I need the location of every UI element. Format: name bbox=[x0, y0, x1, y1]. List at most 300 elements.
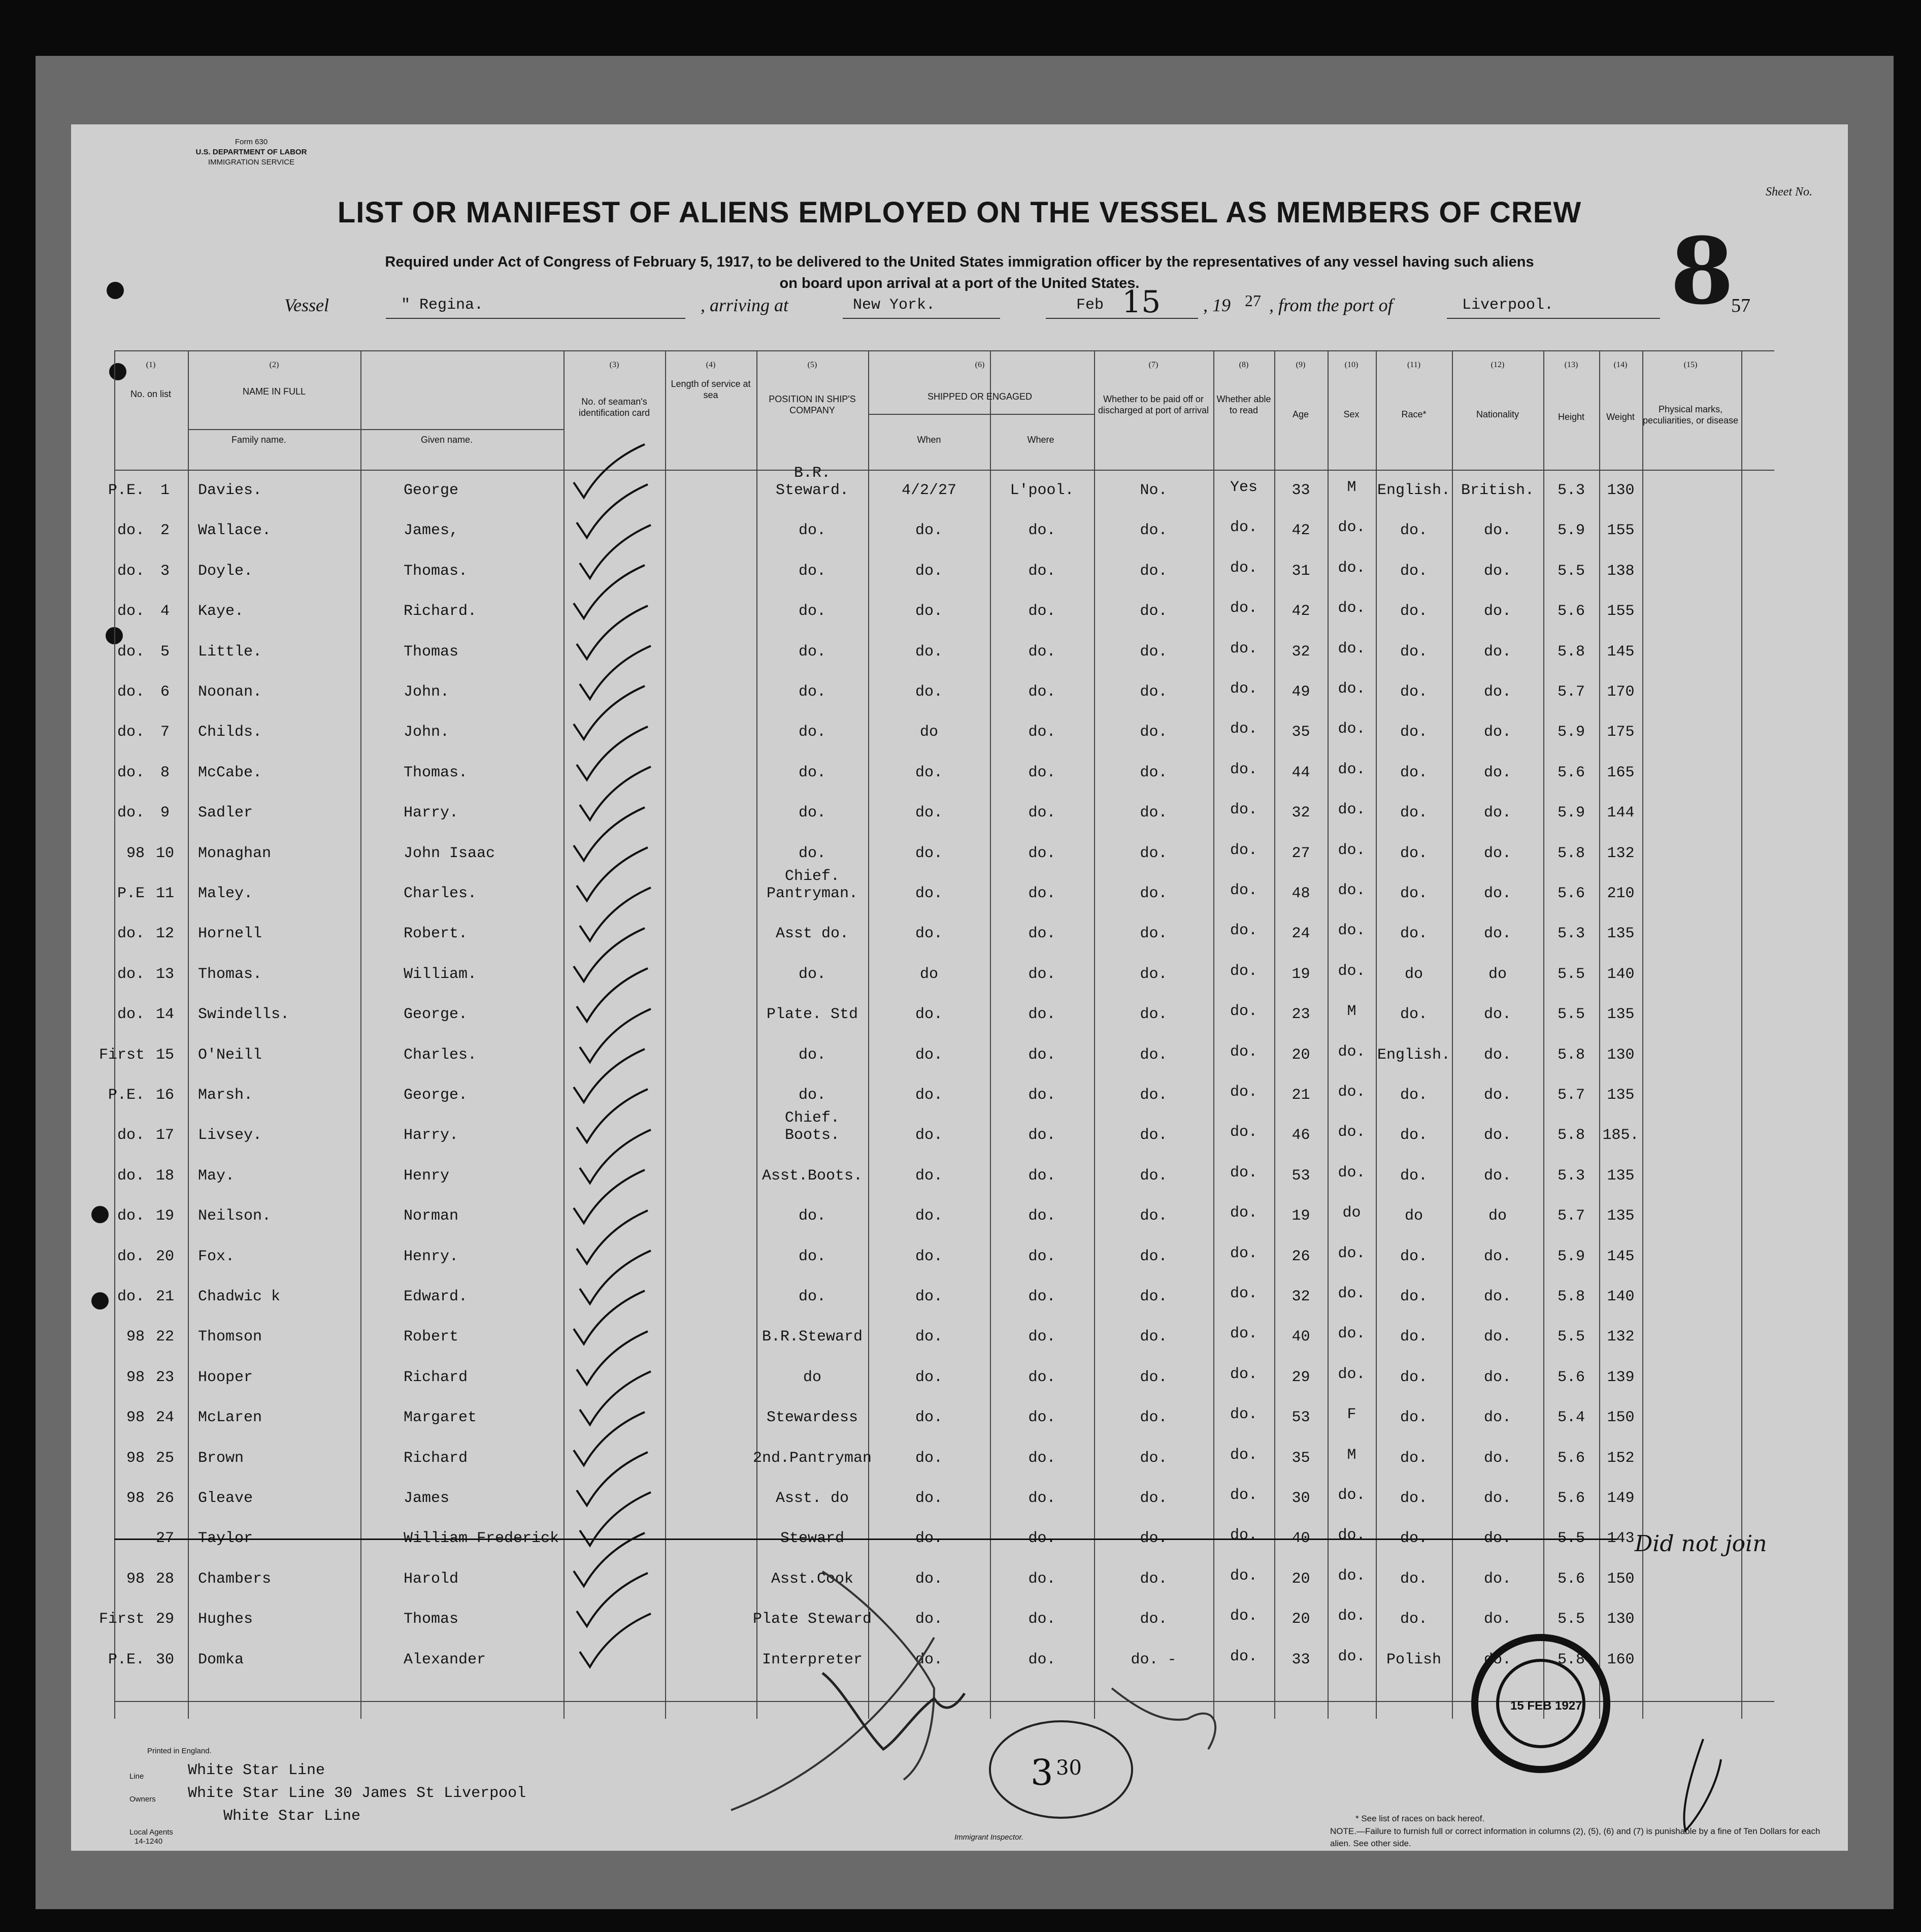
shipped-when: do. bbox=[915, 562, 943, 580]
sex: do bbox=[1342, 1204, 1361, 1222]
position: do. bbox=[798, 562, 826, 580]
paid-off: do. bbox=[1140, 1368, 1168, 1386]
row-class: do. bbox=[117, 965, 145, 983]
race: English. bbox=[1377, 482, 1451, 499]
position: Asst.Cook bbox=[771, 1570, 854, 1588]
weight: 143 bbox=[1607, 1530, 1635, 1548]
column-number: (11) bbox=[1407, 361, 1421, 369]
nationality: do. bbox=[1483, 643, 1511, 661]
position: Plate Steward bbox=[752, 1611, 872, 1628]
row-number: 29 bbox=[155, 1611, 174, 1628]
family-name: Gleave bbox=[198, 1490, 253, 1507]
form-code: 14-1240 bbox=[135, 1837, 163, 1846]
row-number: 18 bbox=[155, 1167, 174, 1185]
weight: 150 bbox=[1607, 1409, 1635, 1427]
position: do. bbox=[798, 643, 826, 661]
position: do. bbox=[798, 1248, 826, 1265]
able-to-read: do. bbox=[1230, 1245, 1257, 1262]
family-name: Domka bbox=[198, 1651, 244, 1668]
shipped-where: do. bbox=[1028, 1368, 1056, 1386]
family-name: O'Neill bbox=[198, 1046, 262, 1064]
sex: do. bbox=[1338, 1365, 1366, 1383]
family-name: Taylor bbox=[198, 1530, 253, 1548]
paid-off: do. bbox=[1140, 1570, 1168, 1588]
height: 5.5 bbox=[1557, 1328, 1585, 1346]
height: 5.7 bbox=[1557, 1207, 1585, 1225]
column-number: (10) bbox=[1344, 361, 1359, 369]
signature-marks bbox=[71, 124, 1848, 1851]
height: 5.5 bbox=[1557, 1006, 1585, 1024]
row-class: do. bbox=[117, 925, 145, 943]
given-name: George. bbox=[404, 1006, 468, 1024]
nationality: do. bbox=[1483, 1530, 1511, 1548]
family-name: Monaghan bbox=[198, 844, 272, 862]
shipped-where: do. bbox=[1028, 1006, 1056, 1024]
family-name: Hooper bbox=[198, 1368, 253, 1386]
row-number: 6 bbox=[160, 683, 170, 701]
row-number: 8 bbox=[160, 764, 170, 781]
row-number: 23 bbox=[155, 1368, 174, 1386]
weight: 130 bbox=[1607, 1611, 1635, 1628]
height: 5.6 bbox=[1557, 764, 1585, 781]
able-to-read: do. bbox=[1230, 640, 1257, 658]
shipped-where: do. bbox=[1028, 764, 1056, 781]
arrival-month: Feb bbox=[1076, 297, 1104, 314]
weight: 160 bbox=[1607, 1651, 1635, 1668]
given-name: Harry. bbox=[404, 1127, 459, 1144]
given-name: Edward. bbox=[404, 1288, 468, 1305]
family-name: Childs. bbox=[198, 724, 262, 741]
age: 33 bbox=[1291, 1651, 1310, 1668]
shipped-when: do bbox=[919, 724, 938, 741]
column-number: (7) bbox=[1148, 361, 1158, 369]
sex: do. bbox=[1338, 1648, 1366, 1665]
able-to-read: do. bbox=[1230, 1043, 1257, 1061]
column-number: (14) bbox=[1613, 361, 1628, 369]
handwritten-8 bbox=[1684, 1739, 1721, 1830]
column-number: (12) bbox=[1491, 361, 1505, 369]
shipped-where: do. bbox=[1028, 683, 1056, 701]
paid-off: do. bbox=[1140, 1207, 1168, 1225]
race: Polish bbox=[1386, 1651, 1442, 1668]
race: do. bbox=[1400, 1288, 1428, 1305]
row-class: do. bbox=[117, 1288, 145, 1305]
column-header: Whether to be paid off or discharged at port of arrival bbox=[1098, 394, 1209, 415]
age: 32 bbox=[1291, 643, 1310, 661]
given-name: John. bbox=[404, 683, 450, 701]
family-name: Hughes bbox=[198, 1611, 253, 1628]
sex: do. bbox=[1338, 801, 1366, 819]
able-to-read: do. bbox=[1230, 962, 1257, 980]
height: 5.5 bbox=[1557, 1530, 1585, 1548]
family-name: Marsh. bbox=[198, 1087, 253, 1104]
family-name: Doyle. bbox=[198, 562, 253, 580]
owners-label: Owners bbox=[129, 1795, 156, 1804]
paid-off: do. bbox=[1140, 1409, 1168, 1427]
family-name: McLaren bbox=[198, 1409, 262, 1427]
nationality: do. bbox=[1483, 1006, 1511, 1024]
position: do. bbox=[798, 522, 826, 540]
shipped-where: do. bbox=[1028, 1087, 1056, 1104]
nationality: do. bbox=[1483, 1328, 1511, 1346]
height: 5.8 bbox=[1557, 1288, 1585, 1305]
shipped-where: do. bbox=[1028, 1248, 1056, 1265]
shipped-where: do. bbox=[1028, 724, 1056, 741]
age: 32 bbox=[1291, 804, 1310, 822]
position: do. bbox=[798, 1288, 826, 1305]
row-class: do. bbox=[117, 1127, 145, 1144]
position: do. bbox=[798, 1087, 826, 1104]
given-name: Norman bbox=[404, 1207, 459, 1225]
given-name: Alexander bbox=[404, 1651, 486, 1668]
height: 5.8 bbox=[1557, 1046, 1585, 1064]
nationality: do. bbox=[1483, 844, 1511, 862]
given-name: Richard. bbox=[404, 603, 477, 620]
column-number: (9) bbox=[1296, 361, 1306, 369]
line-value: White Star Line bbox=[188, 1762, 325, 1779]
row-number: 26 bbox=[155, 1490, 174, 1507]
position: do. bbox=[798, 683, 826, 701]
race: do. bbox=[1400, 683, 1428, 701]
race: do. bbox=[1400, 1167, 1428, 1185]
able-to-read: do. bbox=[1230, 1204, 1257, 1222]
family-name: Kaye. bbox=[198, 603, 244, 620]
nationality: do. bbox=[1483, 1127, 1511, 1144]
row-class: P.E. bbox=[108, 482, 145, 499]
sex: F bbox=[1347, 1406, 1356, 1424]
nationality: do. bbox=[1483, 1570, 1511, 1588]
row-class: 98 bbox=[126, 1490, 145, 1507]
family-name: McCabe. bbox=[198, 764, 262, 781]
able-to-read: do. bbox=[1230, 922, 1257, 940]
family-name: Swindells. bbox=[198, 1006, 290, 1024]
able-to-read: Yes bbox=[1230, 479, 1257, 496]
age: 30 bbox=[1291, 1490, 1310, 1507]
column-number: (3) bbox=[609, 361, 619, 369]
given-name: William Frederick bbox=[404, 1530, 559, 1548]
height: 5.9 bbox=[1557, 1248, 1585, 1265]
paid-off: do. bbox=[1140, 1449, 1168, 1467]
column-number: (2) bbox=[269, 361, 279, 369]
vessel-label: Vessel bbox=[284, 295, 329, 315]
paid-off: do. bbox=[1140, 1046, 1168, 1064]
shipped-when: do. bbox=[915, 603, 943, 620]
race: do. bbox=[1400, 1328, 1428, 1346]
paid-off: do. bbox=[1140, 844, 1168, 862]
position: do. bbox=[798, 764, 826, 781]
sex: do. bbox=[1338, 1245, 1366, 1262]
position: Chief. bbox=[784, 868, 840, 885]
position: Interpreter bbox=[761, 1651, 863, 1668]
weight: 145 bbox=[1607, 643, 1635, 661]
shipped-when: do. bbox=[915, 683, 943, 701]
nationality: do. bbox=[1483, 885, 1511, 902]
able-to-read: do. bbox=[1230, 882, 1257, 899]
weight: 140 bbox=[1607, 965, 1635, 983]
row-number: 22 bbox=[155, 1328, 174, 1346]
column-number: (1) bbox=[146, 361, 156, 369]
race: do. bbox=[1400, 764, 1428, 781]
shipped-where: do. bbox=[1028, 562, 1056, 580]
shipped-when: do bbox=[919, 965, 938, 983]
age: 20 bbox=[1291, 1570, 1310, 1588]
manifest-page bbox=[71, 124, 1848, 1851]
weight: 130 bbox=[1607, 1046, 1635, 1064]
paid-off: do. bbox=[1140, 1490, 1168, 1507]
row-number: 11 bbox=[155, 885, 174, 902]
able-to-read: do. bbox=[1230, 600, 1257, 617]
weight: 145 bbox=[1607, 1248, 1635, 1265]
paid-off: do. bbox=[1140, 1288, 1168, 1305]
able-to-read: do. bbox=[1230, 721, 1257, 738]
given-name: John Isaac bbox=[404, 844, 495, 862]
nationality: British. bbox=[1461, 482, 1535, 499]
position: do. bbox=[798, 1046, 826, 1064]
column-header: Height bbox=[1558, 412, 1585, 422]
age: 24 bbox=[1291, 925, 1310, 943]
age: 44 bbox=[1291, 764, 1310, 781]
nationality: do bbox=[1488, 1207, 1507, 1225]
family-name: Livsey. bbox=[198, 1127, 262, 1144]
given-name: Thomas bbox=[404, 1611, 459, 1628]
row-number: 21 bbox=[155, 1288, 174, 1305]
position: Pantryman. bbox=[766, 885, 858, 902]
weight: 132 bbox=[1607, 1328, 1635, 1346]
height: 5.5 bbox=[1557, 1611, 1585, 1628]
position: Chief. bbox=[784, 1109, 840, 1127]
race: do. bbox=[1400, 1087, 1428, 1104]
fine-note: NOTE.—Failure to furnish full or correct information in columns (2), (5), (6) and (7) is punishable by a fine of Ten Dollars for each alien. See other side. bbox=[1330, 1826, 1820, 1848]
row-number: 9 bbox=[160, 804, 170, 822]
shipped-where: do. bbox=[1028, 1167, 1056, 1185]
able-to-read: do. bbox=[1230, 1365, 1257, 1383]
page-title: LIST OR MANIFEST OF ALIENS EMPLOYED ON THE VESSEL AS MEMBERS OF CREW bbox=[337, 196, 1582, 229]
given-name: Robert bbox=[404, 1328, 459, 1346]
height: 5.5 bbox=[1557, 562, 1585, 580]
family-name: Chadwic k bbox=[198, 1288, 281, 1305]
remark-did-not-join: Did not join bbox=[1635, 1531, 1767, 1557]
race: English. bbox=[1377, 1046, 1451, 1064]
race: do. bbox=[1400, 724, 1428, 741]
row-number: 1 bbox=[160, 482, 170, 499]
able-to-read: do. bbox=[1230, 1406, 1257, 1424]
column-header: Age bbox=[1292, 409, 1309, 419]
nationality: do. bbox=[1483, 1368, 1511, 1386]
paid-off: do. - bbox=[1131, 1651, 1177, 1668]
age: 26 bbox=[1291, 1248, 1310, 1265]
weight: 135 bbox=[1607, 1087, 1635, 1104]
given-name: Margaret bbox=[404, 1409, 477, 1427]
shipped-where: do. bbox=[1028, 603, 1056, 620]
paid-off: do. bbox=[1140, 603, 1168, 620]
subtitle-line-2: on board upon arrival at a port of the United States. bbox=[779, 275, 1140, 291]
column-number: (8) bbox=[1239, 361, 1249, 369]
shipped-when: do. bbox=[915, 1449, 943, 1467]
row-class: do. bbox=[117, 643, 145, 661]
race: do. bbox=[1400, 1611, 1428, 1628]
shipped-when: do. bbox=[915, 1570, 943, 1588]
shipped-when: do. bbox=[915, 804, 943, 822]
able-to-read: do. bbox=[1230, 1285, 1257, 1302]
sex: do. bbox=[1338, 519, 1366, 537]
column-header: Weight bbox=[1606, 412, 1635, 422]
family-name: May. bbox=[198, 1167, 235, 1185]
form-label: Form 630 bbox=[235, 138, 268, 146]
family-name: Noonan. bbox=[198, 683, 262, 701]
given-name: James, bbox=[404, 522, 459, 540]
nationality: do bbox=[1488, 965, 1507, 983]
row-class: do. bbox=[117, 603, 145, 620]
paid-off: do. bbox=[1140, 522, 1168, 540]
race: do bbox=[1404, 965, 1423, 983]
row-number: 3 bbox=[160, 562, 170, 580]
shipped-where: do. bbox=[1028, 1328, 1056, 1346]
column-header: NAME IN FULL bbox=[242, 386, 306, 397]
shipped-when: do. bbox=[915, 1328, 943, 1346]
shipped-when: do. bbox=[915, 1368, 943, 1386]
family-name: Thomas. bbox=[198, 965, 262, 983]
shipped-where: L'pool. bbox=[1010, 482, 1074, 499]
paid-off: do. bbox=[1140, 1611, 1168, 1628]
paid-off: do. bbox=[1140, 764, 1168, 781]
owners-value: White Star Line 30 James St Liverpool bbox=[188, 1785, 526, 1802]
arriving-label: , arriving at bbox=[701, 295, 789, 315]
height: 5.6 bbox=[1557, 1449, 1585, 1467]
arrival-year: 27 bbox=[1245, 291, 1261, 310]
sex: do. bbox=[1338, 922, 1366, 940]
age: 40 bbox=[1291, 1328, 1310, 1346]
family-name: Davies. bbox=[198, 482, 262, 499]
sex: do. bbox=[1338, 1608, 1366, 1625]
age: 31 bbox=[1291, 562, 1310, 580]
column-number: (4) bbox=[706, 361, 716, 369]
sex: M bbox=[1347, 1003, 1356, 1021]
shipped-where: do. bbox=[1028, 1288, 1056, 1305]
position: Asst do. bbox=[775, 925, 849, 943]
age: 21 bbox=[1291, 1087, 1310, 1104]
row-number: 25 bbox=[155, 1449, 174, 1467]
paid-off: do. bbox=[1140, 965, 1168, 983]
page-number: 57 bbox=[1731, 295, 1750, 316]
height: 5.9 bbox=[1557, 804, 1585, 822]
shipped-when: do. bbox=[915, 1490, 943, 1507]
age: 46 bbox=[1291, 1127, 1310, 1144]
age: 20 bbox=[1291, 1611, 1310, 1628]
given-name: Richard bbox=[404, 1368, 468, 1386]
sex: do. bbox=[1338, 559, 1366, 577]
sex: do. bbox=[1338, 1124, 1366, 1141]
column-header: SHIPPED OR ENGAGED bbox=[927, 391, 1033, 402]
family-name: Fox. bbox=[198, 1248, 235, 1265]
row-number: 7 bbox=[160, 724, 170, 741]
able-to-read: do. bbox=[1230, 1003, 1257, 1021]
height: 5.9 bbox=[1557, 724, 1585, 741]
able-to-read: do. bbox=[1230, 519, 1257, 537]
shipped-when: do. bbox=[915, 1167, 943, 1185]
service: IMMIGRATION SERVICE bbox=[208, 158, 295, 167]
family-name: Wallace. bbox=[198, 522, 272, 540]
weight: 139 bbox=[1607, 1368, 1635, 1386]
column-header: Given name. bbox=[420, 435, 473, 445]
nationality: do. bbox=[1483, 603, 1511, 620]
shipped-where: do. bbox=[1028, 522, 1056, 540]
height: 5.8 bbox=[1557, 844, 1585, 862]
weight: 170 bbox=[1607, 683, 1635, 701]
paid-off: do. bbox=[1140, 1167, 1168, 1185]
row-class: do. bbox=[117, 764, 145, 781]
position: do. bbox=[798, 804, 826, 822]
paid-off: do. bbox=[1140, 643, 1168, 661]
sex: do. bbox=[1338, 1527, 1366, 1545]
row-class: 98 bbox=[126, 1409, 145, 1427]
age: 33 bbox=[1291, 482, 1310, 499]
shipped-when: 4/2/27 bbox=[901, 482, 957, 499]
age: 53 bbox=[1291, 1409, 1310, 1427]
age: 42 bbox=[1291, 603, 1310, 620]
weight: 144 bbox=[1607, 804, 1635, 822]
family-name: Thomson bbox=[198, 1328, 262, 1346]
able-to-read: do. bbox=[1230, 1124, 1257, 1141]
shipped-when: do. bbox=[915, 1087, 943, 1104]
position: do bbox=[803, 1368, 821, 1386]
vessel-name: " Regina. bbox=[401, 297, 484, 314]
position: do. bbox=[798, 724, 826, 741]
column-header: Whether able to read bbox=[1216, 394, 1271, 415]
row-class: do. bbox=[117, 724, 145, 741]
row-class: First bbox=[98, 1611, 145, 1628]
shipped-when: do. bbox=[915, 1127, 943, 1144]
shipped-where: do. bbox=[1028, 965, 1056, 983]
position: Steward bbox=[780, 1530, 845, 1548]
height: 5.6 bbox=[1557, 1368, 1585, 1386]
nationality: do. bbox=[1483, 724, 1511, 741]
row-number: 17 bbox=[155, 1127, 174, 1144]
shipped-where: do. bbox=[1028, 844, 1056, 862]
arrival-port: New York. bbox=[853, 297, 936, 314]
row-class: do. bbox=[117, 804, 145, 822]
column-header: Family name. bbox=[231, 435, 287, 445]
sex: do. bbox=[1338, 1084, 1366, 1101]
departure-port: Liverpool. bbox=[1462, 297, 1554, 314]
row-class: P.E. bbox=[108, 1651, 145, 1668]
able-to-read: do. bbox=[1230, 1084, 1257, 1101]
inspector-label: Immigrant Inspector. bbox=[954, 1833, 1024, 1842]
given-name: William. bbox=[404, 965, 477, 983]
shipped-when: do. bbox=[915, 1530, 943, 1548]
weight: 165 bbox=[1607, 764, 1635, 781]
nationality: do. bbox=[1483, 683, 1511, 701]
row-class: do. bbox=[117, 562, 145, 580]
height: 5.5 bbox=[1557, 965, 1585, 983]
race: do. bbox=[1400, 1570, 1428, 1588]
race: do. bbox=[1400, 1449, 1428, 1467]
paid-off: do. bbox=[1140, 804, 1168, 822]
position: do. bbox=[798, 965, 826, 983]
nationality: do. bbox=[1483, 1449, 1511, 1467]
shipped-when: do. bbox=[915, 764, 943, 781]
column-header: When bbox=[917, 435, 941, 445]
shipped-when: do. bbox=[915, 1288, 943, 1305]
column-number: (13) bbox=[1564, 361, 1578, 369]
nationality: do. bbox=[1483, 1087, 1511, 1104]
sex: do. bbox=[1338, 761, 1366, 778]
shipped-where: do. bbox=[1028, 1409, 1056, 1427]
year-label: , 19 bbox=[1203, 295, 1231, 315]
row-class: 98 bbox=[126, 1570, 145, 1588]
shipped-when: do. bbox=[915, 643, 943, 661]
race: do. bbox=[1400, 522, 1428, 540]
sheet-number-handwritten: 8 bbox=[1670, 218, 1734, 325]
